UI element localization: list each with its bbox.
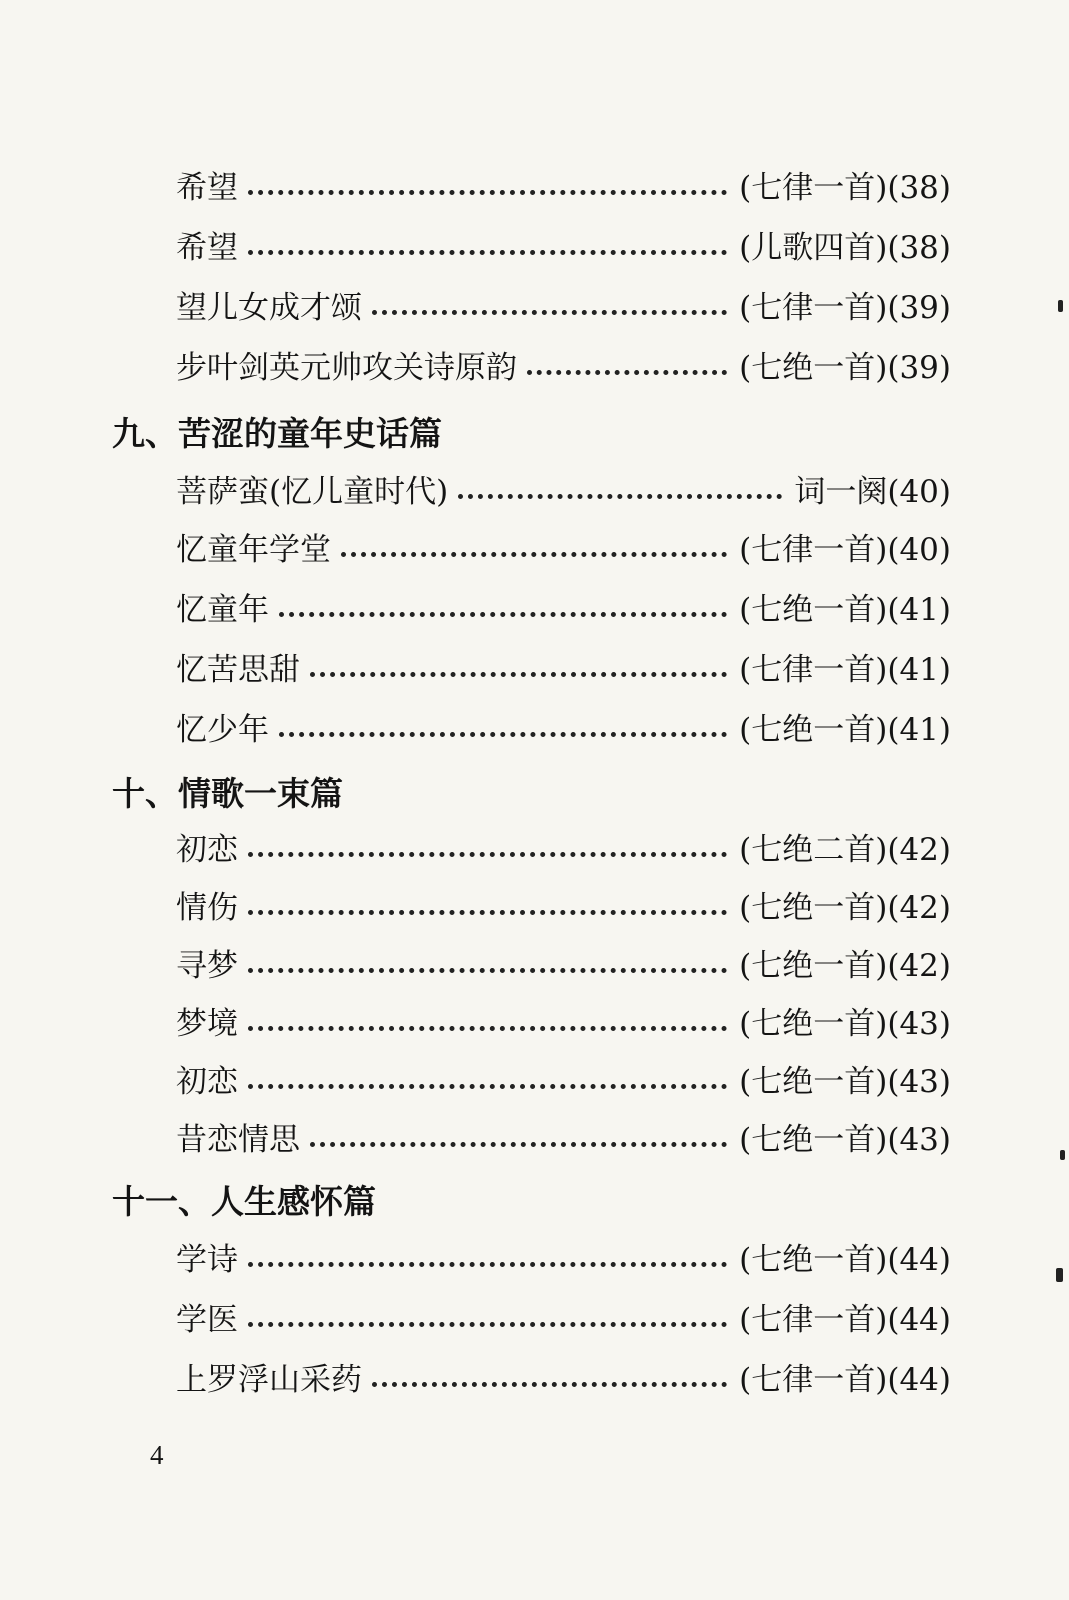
toc-entry: [176, 1300, 951, 1340]
toc-entry: [176, 168, 951, 208]
dot-leader: [248, 1084, 727, 1089]
entry-title: 忆苦思甜: [176, 652, 300, 688]
section-heading: 十、情歌一束篇: [112, 774, 343, 813]
dot-leader: [248, 910, 727, 915]
toc-entry: [176, 1062, 951, 1102]
entry-note: (七绝一首)(43): [739, 1064, 951, 1100]
entry-note: (七绝一首)(43): [739, 1006, 951, 1042]
toc-entry: [176, 288, 951, 328]
entry-note: (七绝一首)(41): [739, 592, 951, 628]
page-number: 4: [150, 1440, 164, 1470]
entry-note: (儿歌四首)(38): [739, 230, 951, 266]
entry-title: 学医: [176, 1302, 238, 1338]
entry-note: (七律一首)(41): [739, 652, 951, 688]
entry-title: 上罗浮山采药: [176, 1362, 362, 1398]
entry-note: (七绝一首)(42): [739, 948, 951, 984]
entry-note: (七律一首)(44): [739, 1302, 951, 1338]
toc-entry: [176, 830, 951, 870]
entry-note: (七绝一首)(42): [739, 890, 951, 926]
dot-leader: [458, 494, 782, 499]
entry-note: (七绝一首)(39): [739, 350, 951, 386]
toc-entry: [176, 710, 951, 750]
entry-note: (七绝一首)(43): [739, 1122, 951, 1158]
dot-leader: [372, 310, 727, 315]
section-heading: 九、苦涩的童年史话篇: [112, 414, 442, 453]
dot-leader: [527, 370, 727, 375]
entry-title: 菩萨蛮(忆儿童时代): [176, 474, 449, 510]
dot-leader: [341, 552, 727, 557]
entry-note: (七律一首)(39): [739, 290, 951, 326]
dot-leader: [248, 852, 727, 857]
toc-entry: [176, 472, 951, 512]
entry-title: 希望: [176, 170, 238, 206]
entry-note: (七绝二首)(42): [739, 832, 951, 868]
scan-speck: [1056, 1268, 1063, 1282]
entry-note: (七律一首)(40): [739, 532, 951, 568]
dot-leader: [248, 1322, 727, 1327]
entry-note: (七绝一首)(44): [739, 1242, 951, 1278]
toc-entry: [176, 228, 951, 268]
dot-leader: [279, 612, 727, 617]
entry-title: 初恋: [176, 832, 238, 868]
toc-entry: [176, 1360, 951, 1400]
entry-title: 情伤: [176, 890, 238, 926]
dot-leader: [310, 672, 727, 677]
entry-title: 学诗: [176, 1242, 238, 1278]
scan-speck: [1058, 300, 1063, 312]
entry-title: 步叶剑英元帅攻关诗原韵: [176, 350, 517, 386]
toc-entry: [176, 1004, 951, 1044]
toc-entry: [176, 946, 951, 986]
section-heading: 十一、人生感怀篇: [112, 1182, 376, 1221]
scan-speck: [1060, 1150, 1065, 1160]
toc-entry: [176, 888, 951, 928]
entry-title: 梦境: [176, 1006, 238, 1042]
toc-entry: [176, 650, 951, 690]
dot-leader: [248, 1026, 727, 1031]
entry-title: 忆童年学堂: [176, 532, 331, 568]
dot-leader: [248, 250, 727, 255]
entry-title: 忆童年: [176, 592, 269, 628]
dot-leader: [310, 1142, 727, 1147]
entry-title: 昔恋情思: [176, 1122, 300, 1158]
dot-leader: [248, 1262, 727, 1267]
entry-title: 寻梦: [176, 948, 238, 984]
toc-entry: [176, 1120, 951, 1160]
dot-leader: [248, 190, 727, 195]
entry-title: 希望: [176, 230, 238, 266]
dot-leader: [279, 732, 727, 737]
dot-leader: [248, 968, 727, 973]
dot-leader: [372, 1382, 727, 1387]
toc-entry: [176, 590, 951, 630]
entry-note: (七律一首)(38): [739, 170, 951, 206]
entry-title: 望儿女成才颂: [176, 290, 362, 326]
toc-entry: [176, 348, 951, 388]
entry-title: 忆少年: [176, 712, 269, 748]
entry-note: (七绝一首)(41): [739, 712, 951, 748]
entry-note: (七律一首)(44): [739, 1362, 951, 1398]
entry-note: 词一阕(40): [794, 474, 951, 510]
toc-entry: [176, 1240, 951, 1280]
entry-title: 初恋: [176, 1064, 238, 1100]
toc-entry: [176, 530, 951, 570]
